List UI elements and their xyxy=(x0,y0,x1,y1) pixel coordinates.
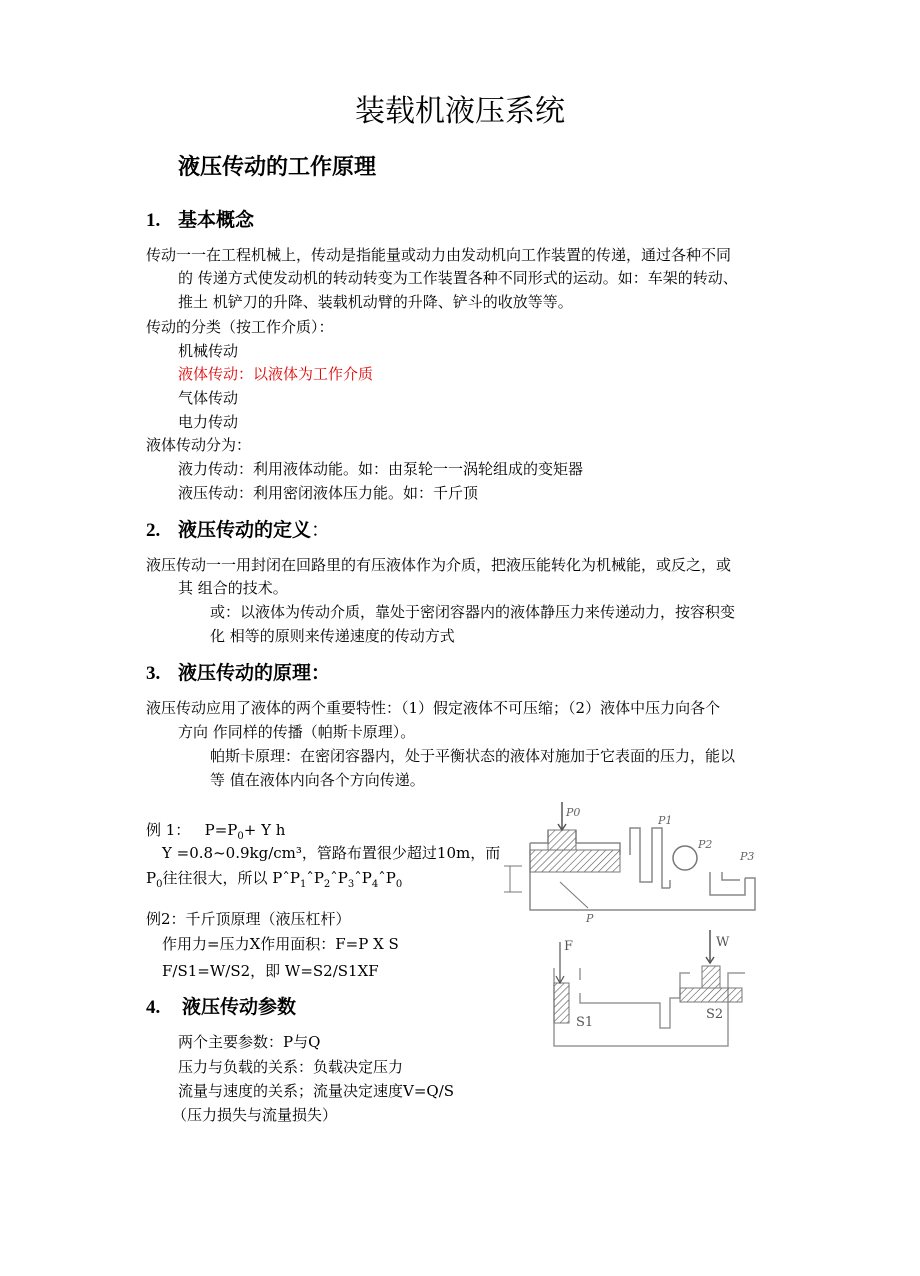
section-4-title: 液压传动参数 xyxy=(182,996,297,1018)
section-4-heading xyxy=(146,992,296,1019)
class-item-electric: 电力传动 xyxy=(178,413,239,431)
liquid-item-hydraulic: 液压传动：利用密闭液体压力能。如：千斤顶 xyxy=(178,484,479,502)
example2-line2: 作用力=压力X作用面积：F=P X S xyxy=(162,935,399,953)
label-s2: S2 xyxy=(706,1007,724,1022)
classification-label: 传动的分类（按工作介质）： xyxy=(146,318,334,336)
label-f: F xyxy=(564,939,574,954)
chain-p: ˆP xyxy=(378,869,396,887)
sec1-def-line1: 传动一一在工程机械上，传动是指能量或动力由发动机向工作装置的传递，通过各种不同 xyxy=(146,246,732,264)
chain-sub: 2 xyxy=(323,879,331,890)
label-p: P xyxy=(586,912,594,925)
example1-formula-rest: + Y h xyxy=(243,821,286,839)
sec4-item-flow-speed: 流量与速度的关系；流量决定速度V=Q/S xyxy=(178,1082,455,1100)
label-p0: P0 xyxy=(566,806,581,819)
example1-line2: Y =0.8~0.9kg/cm³，管路布置很少超过10m，而 xyxy=(162,844,501,862)
section-2-title: 液压传动的定义 xyxy=(178,519,312,541)
sec3-line4: 等 值在液体内向各个方向传递。 xyxy=(210,771,425,789)
chain-p: ˆP xyxy=(330,869,348,887)
sec4-item-pressure-load: 压力与负载的关系：负载决定压力 xyxy=(178,1058,404,1076)
label-p3: P3 xyxy=(740,850,755,863)
example1-formula xyxy=(146,819,285,842)
page-subtitle: 液压传动的工作原理 xyxy=(178,154,377,180)
example1-label: 例 1： xyxy=(146,821,191,839)
label-p2: P2 xyxy=(698,838,713,851)
sec4-item-losses: （压力损失与流量损失） xyxy=(172,1106,338,1124)
chain-p: ˆP xyxy=(282,869,300,887)
sec3-line1: 液压传动应用了液体的两个重要特性：（1）假定液体不可压缩；（2）液体中压力向各个 xyxy=(146,699,721,717)
sec2-line3: 或：以液体为传动介质，靠处于密闭容器内的液体静压力来传递动力，按容积变 xyxy=(210,603,736,621)
class-item-liquid: 液体传动：以液体为工作介质 xyxy=(178,365,374,383)
section-1-heading xyxy=(146,205,254,232)
section-3-title: 液压传动的原理： xyxy=(178,662,331,684)
example1-line3-p: P xyxy=(146,869,157,887)
chain-p: ˆP xyxy=(306,869,324,887)
pascal-vessel-diagram xyxy=(500,800,770,925)
section-2-heading xyxy=(146,515,330,542)
section-2-colon: ： xyxy=(311,519,331,541)
chain-sub: 1 xyxy=(299,879,307,890)
sec3-line3: 帕斯卡原理：在密闭容器内，处于平衡状态的液体对施加于它表面的压力，能以 xyxy=(210,747,736,765)
class-item-gas: 气体传动 xyxy=(178,389,239,407)
section-4-number: 4. xyxy=(146,997,161,1018)
label-w: W xyxy=(716,935,730,950)
example2-line1: 例2：千斤顶原理（液压杠杆） xyxy=(146,910,351,928)
sec3-line2: 方向 作同样的传播（帕斯卡原理）。 xyxy=(178,723,416,741)
sec2-line1: 液压传动一一用封闭在回路里的有压液体作为介质，把液压能转化为机械能，或反之，或 xyxy=(146,556,732,574)
section-1-number: 1. xyxy=(146,210,161,231)
example2-line3: F/S1=W/S2，即 W=S2/S1XF xyxy=(162,962,379,980)
chain-sub: 4 xyxy=(371,879,379,890)
example1-formula-p: P=P xyxy=(204,821,238,839)
section-3-number: 3. xyxy=(146,663,161,684)
example1-line3-sub: 0 xyxy=(156,879,163,890)
liquid-item-hydrodynamic: 液力传动：利用液体动能。如：由泵轮一一涡轮组成的变矩器 xyxy=(178,460,584,478)
sec2-line2: 其 组合的技术。 xyxy=(178,579,288,597)
class-item-mechanical: 机械传动 xyxy=(178,342,239,360)
label-s1: S1 xyxy=(576,1015,594,1030)
chain-sub: 3 xyxy=(347,879,355,890)
page-title: 装载机液压系统 xyxy=(355,94,565,129)
chain-p: ˆP xyxy=(354,869,372,887)
sec1-def-line3: 推土 机铲刀的升降、装载机动臂的升降、铲斗的收放等等。 xyxy=(178,293,573,311)
label-p1: P1 xyxy=(658,814,673,827)
sec2-line4: 化 相等的原则来传递速度的传动方式 xyxy=(210,627,455,645)
liquid-transmission-label: 液体传动分为： xyxy=(146,436,252,454)
example1-line3-text: 往往很大，所以 P xyxy=(162,869,283,887)
sec1-def-line2: 的 传递方式使发动机的转动转变为工作装置各种不同形式的运动。如：车架的转动、 xyxy=(178,269,738,287)
example1-formula-sub: 0 xyxy=(237,831,244,842)
section-3-heading xyxy=(146,658,330,685)
sec4-item-params: 两个主要参数：P与Q xyxy=(178,1033,321,1051)
chain-sub: 0 xyxy=(395,879,403,890)
example1-line3 xyxy=(146,867,402,890)
section-2-number: 2. xyxy=(146,520,161,541)
hydraulic-jack-diagram xyxy=(520,928,760,1050)
section-1-title: 基本概念 xyxy=(178,209,255,231)
